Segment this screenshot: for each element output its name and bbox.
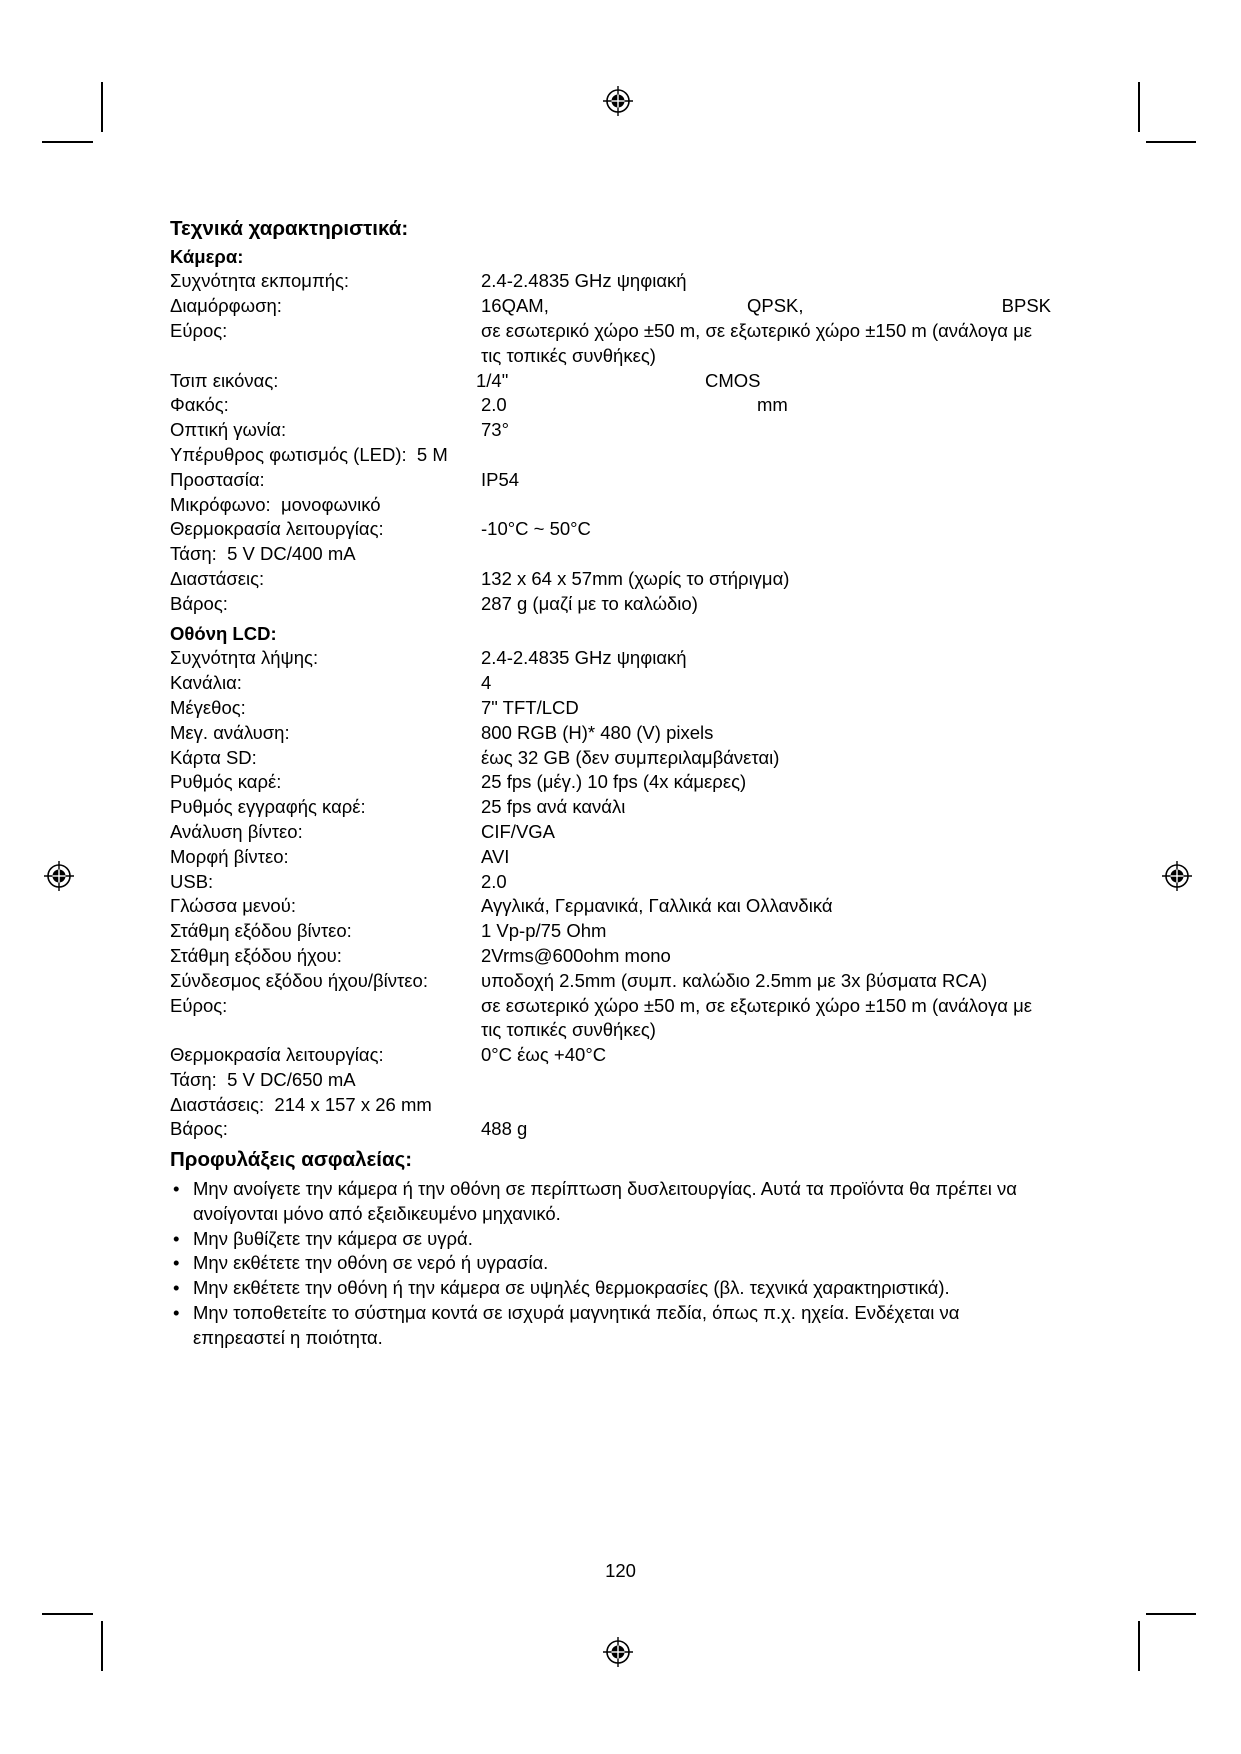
spec-row	[170, 770, 1090, 795]
spec-value: CMOS	[705, 369, 761, 391]
spec-row	[170, 994, 1090, 1044]
spec-label: Βάρος:	[170, 1118, 228, 1140]
spec-value: 1/4"	[476, 369, 509, 391]
spec-value: υποδοχή 2.5mm (συμπ. καλώδιο 2.5mm με 3x βύσματα RCA)	[481, 969, 988, 991]
spec-label: Συχνότητα εκπομπής:	[170, 270, 350, 292]
spec-label: Τσιπ εικόνας:	[170, 369, 279, 391]
list-item-line: επηρεαστεί η ποιότητα.	[193, 1326, 383, 1348]
crop-mark	[101, 82, 103, 132]
list-item-line: Μην τοποθετείτε το σύστημα κοντά σε ισχυρά μαγνητικά πεδία, όπως π.χ. ηχεία. Ενδέχεται να	[193, 1302, 960, 1324]
spec-label: Ανάλυση βίντεο:	[170, 820, 303, 842]
spec-label: Γλώσσα μενού:	[170, 895, 296, 917]
list-item	[170, 1177, 1090, 1227]
spec-value: 1 Vp-p/75 Ohm	[481, 920, 607, 942]
camera-heading: Κάμερα:	[170, 245, 244, 267]
spec-row	[170, 746, 1090, 771]
spec-label: Θερμοκρασία λειτουργίας:	[170, 518, 384, 540]
spec-value: 800 RGB (H)* 480 (V) pixels	[481, 721, 714, 743]
spec-row	[170, 820, 1090, 845]
spec-row	[170, 795, 1090, 820]
page-number: 120	[605, 1560, 636, 1581]
spec-value: mm	[757, 394, 788, 416]
spec-value	[481, 319, 1032, 369]
spec-value: 2.0	[481, 870, 507, 892]
spec-value: 4	[481, 672, 492, 694]
lcd-heading: Οθόνη LCD:	[170, 622, 277, 644]
spec-value-line: σε εσωτερικό χώρο ±50 m, σε εξωτερικό χώρο ±150 m (ανάλογα με	[481, 994, 1032, 1016]
crop-mark	[42, 1613, 93, 1615]
spec-value-line: τις τοπικές συνθήκες)	[481, 344, 656, 366]
spec-row	[170, 646, 1090, 671]
list-item-line: Μην βυθίζετε την κάμερα σε υγρά.	[193, 1227, 473, 1249]
spec-value: CIF/VGA	[481, 820, 556, 842]
spec-row	[170, 542, 1090, 567]
camera-specs	[170, 269, 1090, 616]
list-item-line: Μην ανοίγετε την κάμερα ή την οθόνη σε περίπτωση δυσλειτουργίας. Αυτά τα προϊόντα θα πρέπει να	[193, 1178, 1017, 1200]
spec-value: 7" TFT/LCD	[481, 696, 579, 718]
spec-value	[481, 994, 1032, 1044]
spec-label: Συχνότητα λήψης:	[170, 647, 319, 669]
spec-value: 2.4-2.4835 GHz ψηφιακή	[481, 270, 687, 292]
spec-label: Οπτική γωνία:	[170, 419, 287, 441]
spec-row	[170, 418, 1090, 443]
spec-value-line: τις τοπικές συνθήκες)	[481, 1019, 656, 1041]
spec-row	[170, 1093, 1090, 1118]
registration-mark-icon	[602, 85, 634, 117]
spec-label: Μέγεθος:	[170, 696, 246, 718]
spec-text: Τάση: 5 V DC/400 mA	[170, 543, 356, 565]
bullet: •	[173, 1302, 180, 1324]
spec-row	[170, 671, 1090, 696]
spec-row	[170, 721, 1090, 746]
spec-value: 287 g (μαζί με το καλώδιο)	[481, 592, 698, 614]
spec-value-line: σε εσωτερικό χώρο ±50 m, σε εξωτερικό χώρο ±150 m (ανάλογα με	[481, 319, 1032, 341]
bullet: •	[173, 1252, 180, 1274]
spec-row	[170, 969, 1090, 994]
registration-mark-icon	[1161, 860, 1193, 892]
spec-row	[170, 393, 1090, 418]
spec-row	[170, 468, 1090, 493]
bullet: •	[173, 1178, 180, 1200]
spec-value: 0°C έως +40°C	[481, 1044, 607, 1066]
spec-label: Εύρος:	[170, 319, 228, 341]
crop-mark	[1146, 1613, 1196, 1615]
document-body	[170, 215, 1090, 1351]
specs-title: Τεχνικά χαρακτηριστικά:	[170, 217, 409, 240]
lcd-specs	[170, 646, 1090, 1142]
list-item-line: Μην εκθέτετε την οθόνη σε νερό ή υγρασία.	[193, 1252, 549, 1274]
spec-value: IP54	[481, 468, 520, 490]
spec-label: Κάρτα SD:	[170, 746, 257, 768]
spec-text: Τάση: 5 V DC/650 mA	[170, 1068, 356, 1090]
spec-row	[170, 443, 1090, 468]
list-item	[170, 1276, 1090, 1301]
spec-row	[170, 517, 1090, 542]
registration-mark-icon	[43, 860, 75, 892]
list-item	[170, 1227, 1090, 1252]
spec-value: 73°	[481, 419, 509, 441]
spec-row	[170, 1043, 1090, 1068]
spec-value: 132 x 64 x 57mm (χωρίς το στήριγμα)	[481, 567, 790, 589]
spec-row	[170, 369, 1090, 394]
spec-value: Αγγλικά, Γερμανικά, Γαλλικά και Ολλανδικά	[481, 895, 833, 917]
spec-label: Στάθμη εξόδου βίντεο:	[170, 920, 352, 942]
spec-value: -10°C ~ 50°C	[481, 518, 591, 540]
spec-row	[170, 919, 1090, 944]
spec-value: έως 32 GB (δεν συμπεριλαμβάνεται)	[481, 746, 780, 768]
spec-value: QPSK,	[746, 295, 804, 317]
spec-label: Διαστάσεις:	[170, 567, 265, 589]
spec-text: Μικρόφωνο: μονοφωνικό	[170, 493, 381, 515]
spec-value-group	[481, 294, 1051, 319]
list-item	[170, 1251, 1090, 1276]
list-item-line: ανοίγονται μόνο από εξειδικευμένο μηχανικό.	[193, 1202, 561, 1224]
crop-mark	[1146, 141, 1196, 143]
safety-title: Προφυλάξεις ασφαλείας:	[170, 1148, 413, 1172]
bullet: •	[173, 1277, 180, 1299]
spec-label: Στάθμη εξόδου ήχου:	[170, 944, 342, 966]
safety-list	[170, 1177, 1090, 1351]
crop-mark	[42, 141, 93, 143]
spec-value-group	[476, 369, 1081, 394]
spec-value: BPSK	[1001, 295, 1051, 317]
spec-value: 2Vrms@600ohm mono	[481, 944, 671, 966]
spec-value: 25 fps (μέγ.) 10 fps (4x κάμερες)	[481, 771, 747, 793]
spec-label: Βάρος:	[170, 592, 228, 614]
registration-mark-icon	[602, 1636, 634, 1668]
spec-text: Υπέρυθρος φωτισμός (LED): 5 M	[170, 443, 448, 465]
spec-value: AVI	[481, 845, 510, 867]
spec-row	[170, 269, 1090, 294]
spec-value: 2.4-2.4835 GHz ψηφιακή	[481, 647, 687, 669]
crop-mark	[1138, 1621, 1140, 1671]
spec-label: Εύρος:	[170, 994, 228, 1016]
spec-label: USB:	[170, 870, 214, 892]
bullet: •	[173, 1227, 180, 1249]
spec-label: Διαμόρφωση:	[170, 295, 282, 317]
spec-row	[170, 944, 1090, 969]
spec-label: Κανάλια:	[170, 672, 242, 694]
spec-value: 25 fps ανά κανάλι	[481, 796, 626, 818]
crop-mark	[101, 1621, 103, 1671]
list-item	[170, 1301, 1090, 1351]
crop-mark	[1138, 82, 1140, 132]
spec-label: Μεγ. ανάλυση:	[170, 721, 290, 743]
spec-label: Σύνδεσμος εξόδου ήχου/βίντεο:	[170, 969, 428, 991]
spec-row	[170, 1117, 1090, 1142]
spec-label: Φακός:	[170, 394, 229, 416]
spec-row	[170, 567, 1090, 592]
spec-text: Διαστάσεις: 214 x 157 x 26 mm	[170, 1093, 432, 1115]
spec-value: 488 g	[481, 1118, 528, 1140]
list-item-line: Μην εκθέτετε την οθόνη ή την κάμερα σε υψηλές θερμοκρασίες (βλ. τεχνικά χαρακτηριστικά).	[193, 1277, 950, 1299]
spec-label: Ρυθμός εγγραφής καρέ:	[170, 796, 366, 818]
spec-value-group	[481, 393, 1081, 418]
spec-row	[170, 319, 1090, 369]
spec-row	[170, 592, 1090, 617]
spec-label: Μορφή βίντεο:	[170, 845, 289, 867]
spec-value: 16QAM,	[481, 295, 549, 317]
spec-row	[170, 1068, 1090, 1093]
spec-label: Προστασία:	[170, 468, 265, 490]
spec-row	[170, 696, 1090, 721]
spec-value: 2.0	[481, 394, 507, 416]
spec-row	[170, 870, 1090, 895]
spec-row	[170, 493, 1090, 518]
spec-row	[170, 894, 1090, 919]
spec-label: Θερμοκρασία λειτουργίας:	[170, 1044, 384, 1066]
spec-row	[170, 845, 1090, 870]
spec-label: Ρυθμός καρέ:	[170, 771, 282, 793]
spec-row	[170, 294, 1090, 319]
